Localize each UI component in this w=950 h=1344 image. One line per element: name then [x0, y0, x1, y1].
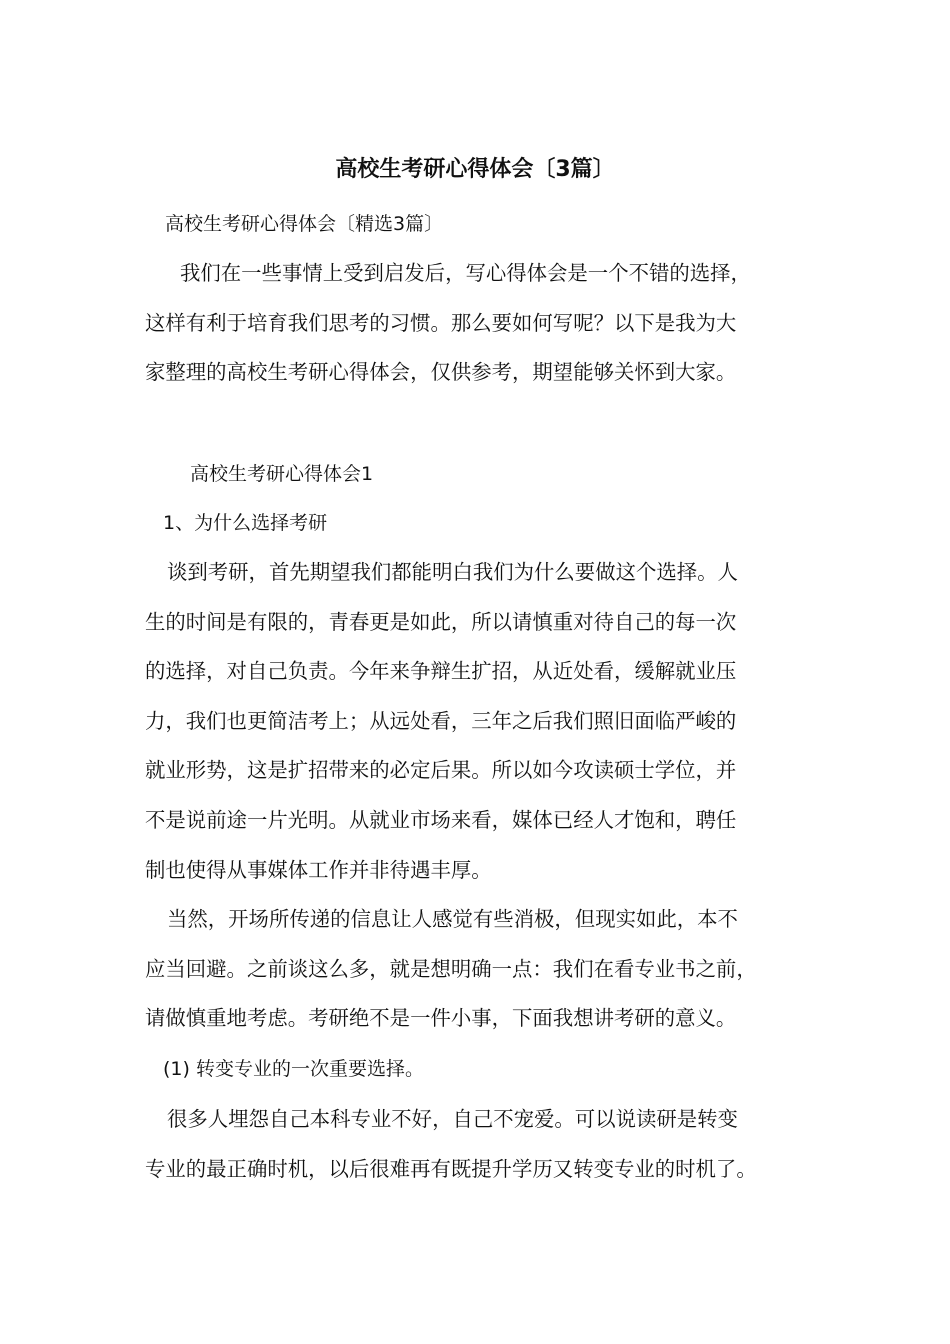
paragraph-line: 专业的最正确时机，以后很难再有既提升学历又转变专业的时机了。	[145, 1156, 757, 1181]
paragraph-line: 请做慎重地考虑。考研绝不是一件小事，下面我想讲考研的意义。	[145, 1006, 737, 1031]
paragraph-line: 的选择，对自己负责。今年来争辩生扩招，从近处看，缓解就业压	[145, 659, 737, 684]
intro-paragraph-continued	[145, 299, 835, 398]
paragraph-3-continued	[145, 1145, 835, 1195]
paragraph-line: 就业形势，这是扩招带来的必定后果。所以如今攻读硕士学位，并	[145, 758, 737, 783]
intro-line: 家整理的高校生考研心得体会，仅供参考，期望能够关怀到大家。	[145, 360, 737, 385]
paragraph-3	[167, 1095, 857, 1145]
paragraph-line: 不是说前途一片光明。从就业市场来看，媒体已经人才饱和，聘任	[145, 807, 737, 832]
paragraph-line: 力，我们也更简洁考上；从远处看，三年之后我们照旧面临严峻的	[145, 708, 737, 733]
paragraph-line: 制也使得从事媒体工作并非待遇丰厚。	[145, 857, 492, 882]
paragraph-line: 生的时间是有限的，青春更是如此，所以请慎重对待自己的每一次	[145, 609, 737, 634]
paragraph-line: 应当回避。之前谈这么多，就是想明确一点：我们在看专业书之前，	[145, 956, 757, 981]
paragraph-line: 很多人埋怨自己本科专业不好，自己不宠爱。可以说读研是转变	[167, 1107, 738, 1131]
sub-heading: (1) 转变专业的一次重要选择。	[163, 1058, 424, 1080]
section-heading: 高校生考研心得体会1	[190, 463, 374, 485]
document-title: 高校生考研心得体会〔3篇〕	[335, 157, 615, 182]
paragraph-2	[167, 895, 857, 945]
item-heading: 1、为什么选择考研	[163, 512, 328, 534]
intro-line: 这样有利于培育我们思考的习惯。那么要如何写呢？以下是我为大	[145, 310, 737, 335]
intro-line: 我们在一些事情上受到启发后，写心得体会是一个不错的选择，	[180, 261, 751, 285]
paragraph-1	[167, 548, 857, 598]
document-subtitle: 高校生考研心得体会〔精选3篇〕	[165, 213, 444, 235]
paragraph-2-continued	[145, 945, 835, 1044]
paragraph-1-continued	[145, 598, 835, 896]
paragraph-line: 谈到考研，首先期望我们都能明白我们为什么要做这个选择。人	[167, 560, 738, 584]
intro-paragraph	[180, 249, 870, 299]
paragraph-line: 当然，开场所传递的信息让人感觉有些消极，但现实如此，本不	[167, 907, 738, 931]
